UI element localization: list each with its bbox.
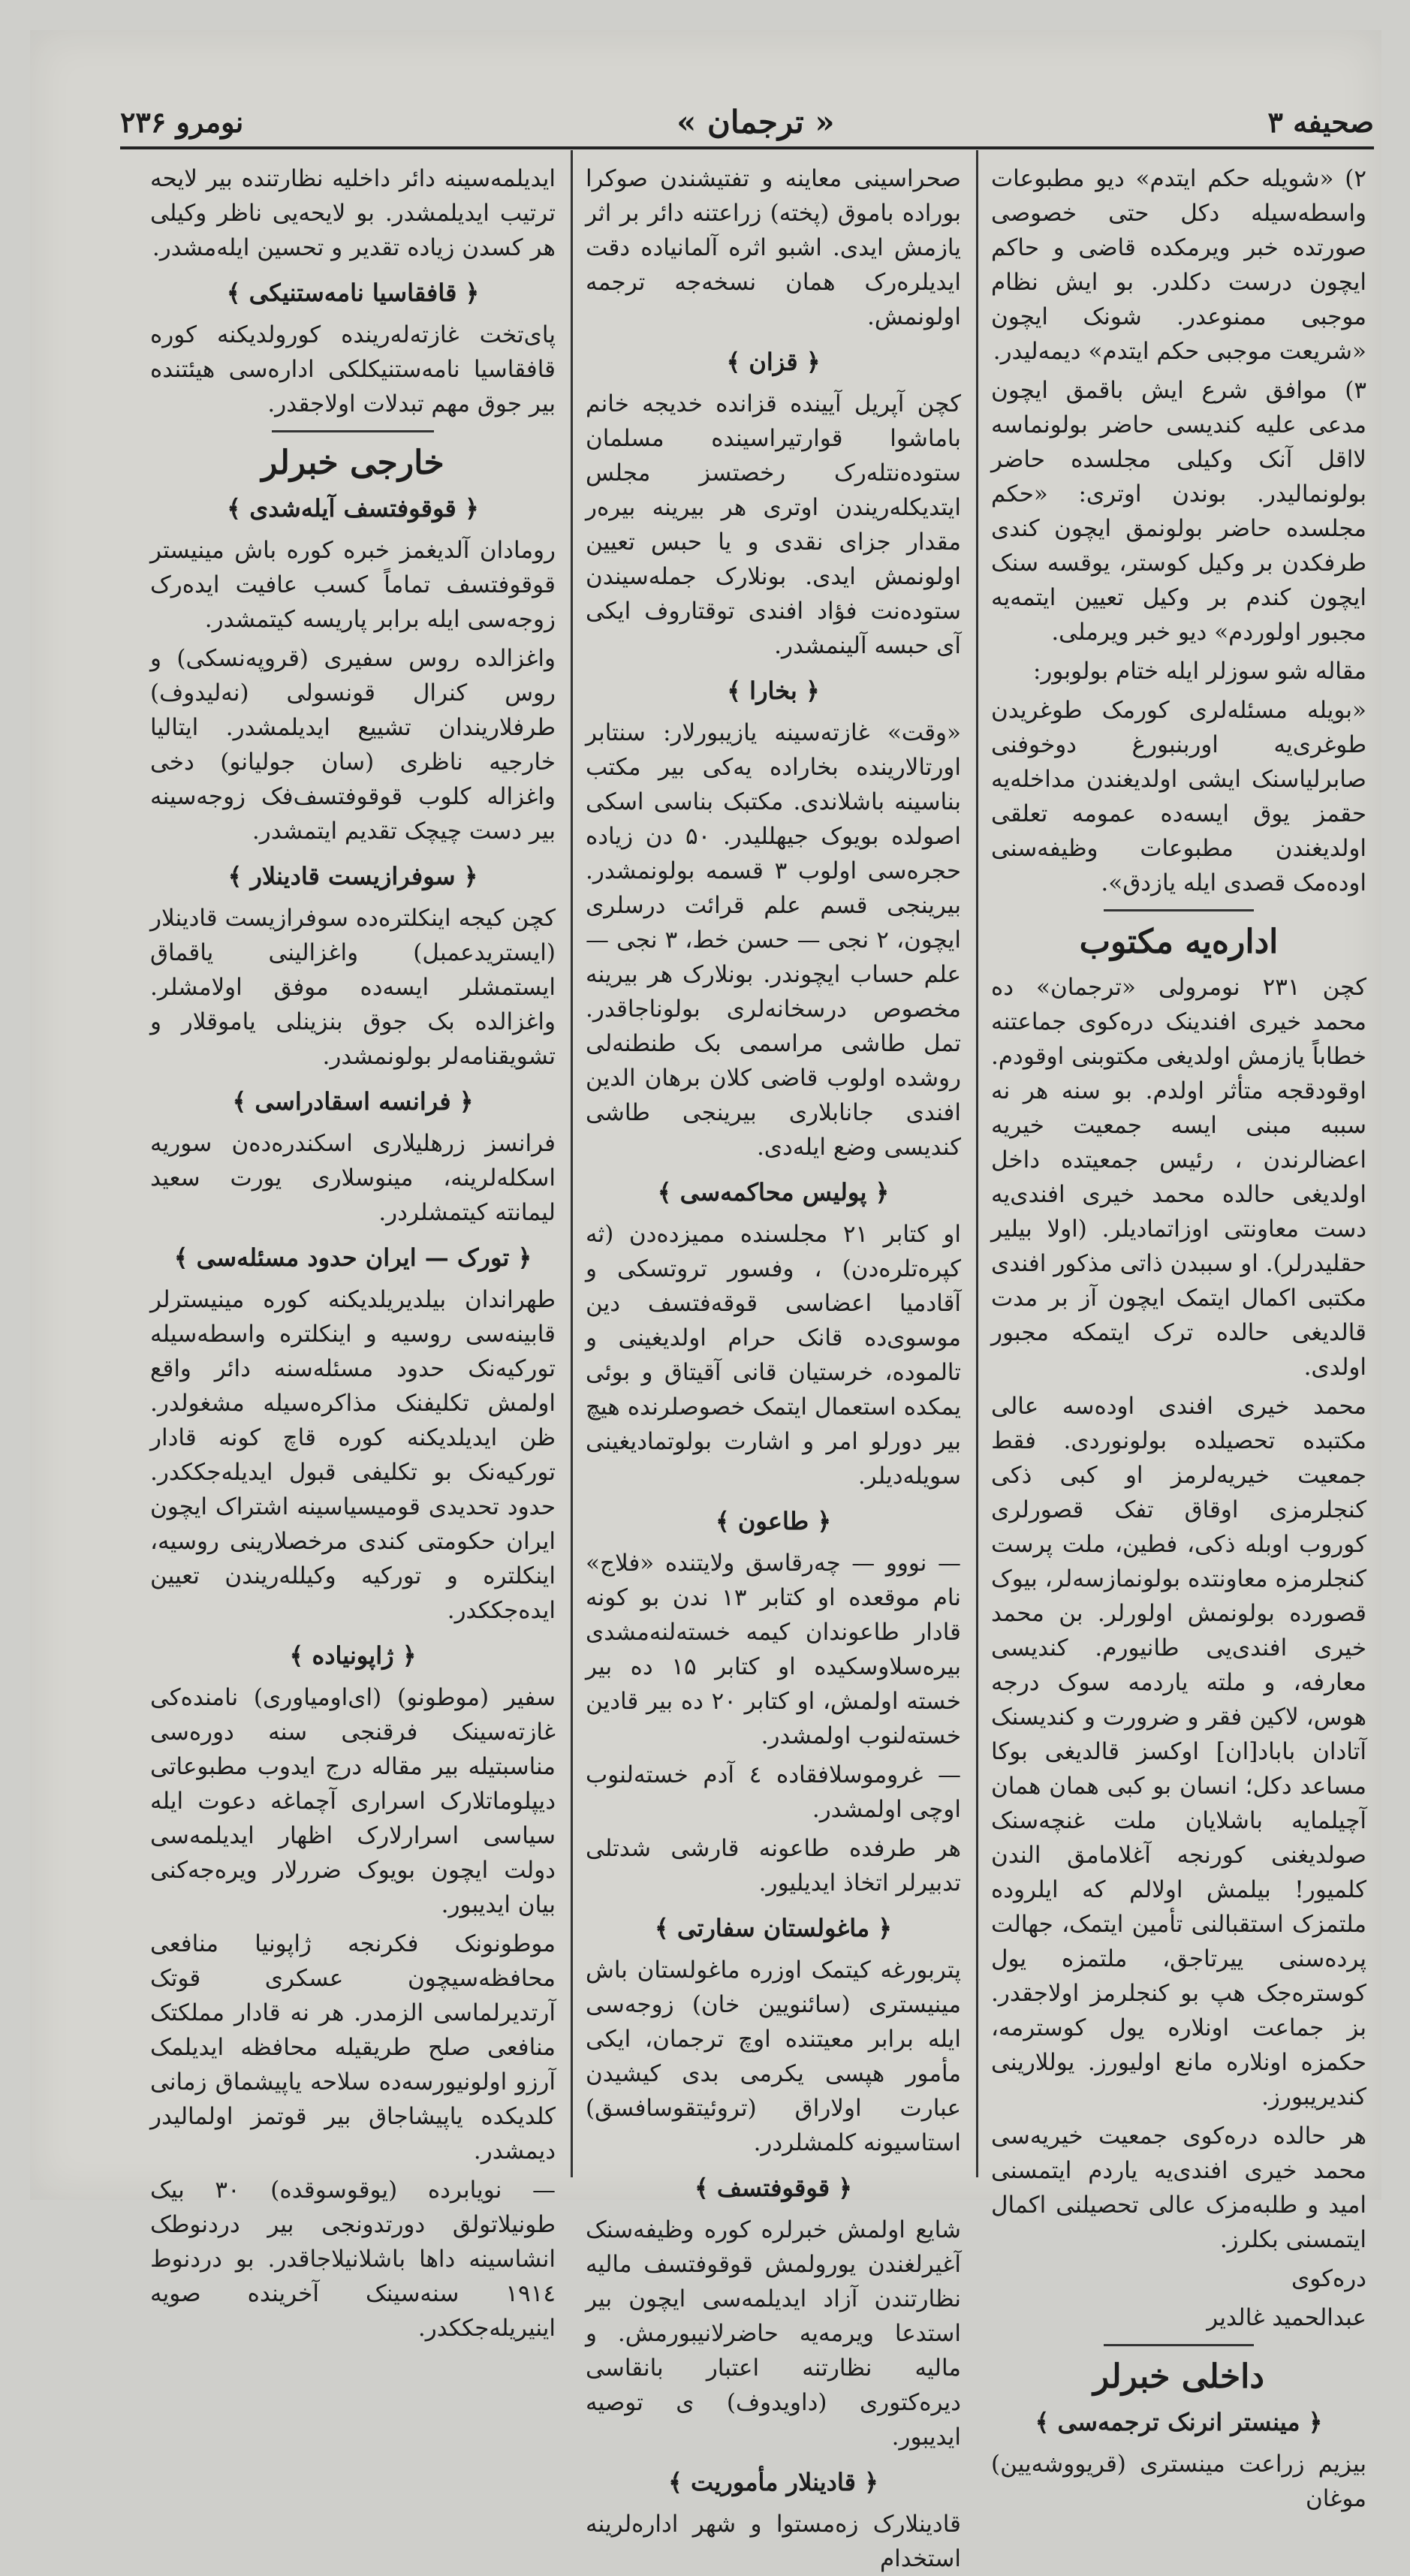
paragraph: شایع اولمش خبرلره کوره وظیفه‌سنک آغیرلغندن یورولمش قوقوفتسف مالیه نظارتندن آزاد ایدیلمه‌سی ایچون بیر استدعا ویرمه‌یه حاضرلانیبورمش. و مالیه نظارتنه اعتبار بانقاسی دیره‌کتوری (داویدوف) ی توصیه ایدیبور. bbox=[586, 2216, 961, 2451]
paragraph: کچن آپریل آیینده قزانده خدیجه خانم باماشوا قوارتیراسینده مسلمان ستوده‌نتله‌رک رخصتسز مجلس ایتدیکله‌ریندن اوتری هر بیرینه بیره‌ر مقدار جزای نقدی و یا حبس تعیین اولونمش ایدی. بونلارک جمله‌سیندن ستوده‌نت فؤاد افندی توقتاروف ایکی آی حبسه آلینمشدر. bbox=[586, 390, 961, 659]
paragraph: — نووو — چه‌رقاسق ولایتنده «فلاج» نام موقعده او کتابر ۱۳ ندن بو کونه قادار طاعوندان کیمه خسته‌لنه‌مشدی بیره‌سلاوسکیده او کتابر ۱۵ ده بیر خسته اولمش، او کتابر ۲۰ ده بیر قادین خسته‌لنوب اولمشدر. bbox=[586, 1550, 961, 1749]
article-heading: ﴿ قزان ﴾ bbox=[726, 348, 821, 376]
paragraph: ۳) موافق شرع ایش باقمق ایچون مدعی علیه کندیسی حاضر بولونماسه لااقل آنک وکیلی مجلسده حاضر بولونمالیدر. بوندن اوتری: «حکم مجلسده حاضر بولونمق ایچون کندی طرفکدن بر وکیل کوستر، یوقسه سنک ایچون کندم بر وکیل تعیین ایتمه‌یه مجبور اولوردم» دیو خبر ویرملی. bbox=[991, 377, 1366, 646]
paragraph: طهراندان بیلدیریلدیکنه کوره مینیسترلر قابینه‌سی روسیه و اینکلتره واسطه‌سیله تورکیه‌نک حدود مسئله‌سنه دائر واقع اولمش تکلیفنک مذاکره‌سیله مشغولدر. ظن ایدیلدیکنه کوره قاچ کونه قادار تورکیه‌نک بو تکلیفی قبول ایدیله‌جککدر. حدود تحدیدی قومیسیاسینه اشتراک ایچون ایران حکومتی کندی مرخصلارینی روسیه، اینکلتره و تورکیه وکیلله‌ریندن تعیین ایده‌جککدر. bbox=[150, 1286, 556, 1624]
article-heading: ﴿ قوقوفتسف آیله‌شدی ﴾ bbox=[227, 494, 479, 523]
article-heading: ﴿ سوفرازیست قادینلار ﴾ bbox=[227, 862, 478, 890]
article-heading: ﴿ مینستر انرنک ترجمه‌سی ﴾ bbox=[1035, 2408, 1323, 2436]
article-heading: ﴿ فرانسه اسقادراسی ﴾ bbox=[232, 1087, 474, 1116]
paragraph: کچن ۲۳۱ نومرولی «ترجمان» ده محمد خیری افندینک دره‌کوی جماعتنه خطاباً یازمش اولدیغی مکتوبنی اوقودم. اوقودقجه متأثر اولدم. بو سنه هر نه سببه مبنی ایسه جمعیت خیریه اعضالرندن ، رئیس جمعیتده داخل اولدیغی حالده محمد خیری افندی‌یه دست معاونتی اوزاتمادیلر. (اولا بیلیر حقلیدرلر). او سببدن ذاتی مذکور افندی مکتبی اکمال ایتمک ایچون آز بر مدت قالدیغی حالده ترک ایتمکه مجبور اولدی. bbox=[991, 974, 1366, 1381]
section-heading: داخلی خبرلر bbox=[1092, 2358, 1264, 2396]
article-heading: ﴿ قافقاسیا نامه‌ستنیکی ﴾ bbox=[226, 279, 480, 307]
page-number: صحیفه ۳ bbox=[1267, 105, 1374, 139]
article-heading: ﴿ قادینلار مأموریت ﴾ bbox=[668, 2468, 878, 2496]
paragraph: محمد خیری افندی اوده‌سه عالی مکتبده تحصیلده بولونوردی. فقط جمعیت خیریه‌لرمز او کبی ذکی کنجلرمزی اوقاق تفک قصورلری کوروب اوبله ذکی، فطین، ملت پرست کنجلرمزه معاونتده بولونمازسه‌لر، بیوک قصورده بولونمش اولورلر. بن محمد خیری افندی‌یی طانیورم. کندیسی معارفه، و ملته یاردمه سوک درجه هوس، لاکین فقر و ضرورت و کندیسنک آتادان باباد[ان] اوکسز قالدیغی بوکا مساعد دکل؛ انسان بو کبی همان همان آچیلمایه باشلایان ملت غنچه‌سنک صولدیغنی کورنجه آغلامامق الندن کلمیور! بیلمش اولالم که ایلروده ملتمزک استقبالنی تأمین ایتمک، جهالت پرده‌سنی ییرتاجق، ملتمزه یول کوستره‌جک هپ بو کنجلرمز اولاجقدر. بز جماعت اونلاره یول کوسترمه، حکمزه اونلاره مانع اولیورز. یوللارینی کندیریبورز. bbox=[991, 1393, 1366, 2111]
article-heading: ﴿ طاعون ﴾ bbox=[715, 1507, 832, 1535]
article-heading: ﴿ ماغولستان سفارتی ﴾ bbox=[654, 1914, 893, 1942]
divider bbox=[1104, 2344, 1254, 2346]
paragraph: ۲) «شویله حکم ایتدم» دیو مطبوعات واسطه‌سیله دکل حتی خصوصی صورتده خبر ویرمکده قاضی و حاکم ایچون درست دکلدر. بو ایش نظام موجبی ممنوعدر. شونک ایچون «شریعت موجبی حکم ایتدم» دیمه‌لیدر. bbox=[991, 165, 1366, 365]
paragraph: هر حالده دره‌کوی جمعیت خیریه‌سی محمد خیری افندی‌یه یاردم ایتمسنی امید و طلبه‌مزک عالی تحصیلنی اکمال ایتمسنی بکلرز. bbox=[991, 2123, 1366, 2253]
paragraph: «وقت» غازته‌سینه یازیبورلار: سنتابر اورتالارینده بخاراده یه‌کی بیر مکتب بناسینه باشلاندی. مکتبک بناسی اسکی اصولده بویوک جیهللیدر. ۵۰ دن زیاده حجره‌سی اولوب ۳ قسمه بولونمشدر. بیرینجی قسم علم قرائت درسلری ایچون، ۲ نجی — حسن خط، ۳ نجی — علم حساب ایچوندر. بونلارک هر بیرینه مخصوص درسخانه‌لری بولوناجاقدر. تمل طاشی مراسمی بک طنطنه‌لی روشده اولوب قاضی کلان برهان الدین افندی جانابلاری بیرینجی طاشی کندیسی وضع ایله‌دی. bbox=[586, 719, 961, 1161]
header-rule bbox=[120, 146, 1374, 149]
paragraph: واغزالده روس سفیری (قروپه‌نسکی) و روس کنرال قونسولی (نه‌لیدوف) طرفلاریندان تشییع ایدیلمشدر. ایتالیا خارجیه ناظری (سان جولیانو) دخی واغزاله کلوب قوقوفتسف‌فک زوجه‌سینه بیر دست چیچک تقدیم ایتمشدر. bbox=[150, 645, 556, 845]
paragraph: پای‌تخت غازته‌له‌رینده کورولدیکنه کوره قافقاسیا نامه‌ستنیکلکی اداره‌سی هیئتنده بیر جوق مهم تبدلات اولاجقدر. bbox=[150, 321, 556, 417]
paragraph: موطونونک فکرنجه ژاپونیا منافعی محافظه‌سیچون عسکری قوتک آرتدیرلماسی الزمدر. هر نه قادار مملکتک منافعی صلح طریقیله محافظه ایدیلمک آرزو اولونیورسه‌ده سلاحه یاپیشماق زمانی کلدیکده یاپیشاجاق بیر قوتمز اولمالیدر دیمشدر. bbox=[150, 1930, 556, 2165]
column-divider bbox=[976, 150, 978, 2177]
paragraph: پتربورغه کیتمک اوزره ماغولستان باش مینیستری (سائنویین خان) زوجه‌سی ایله برابر معیتنده اوچ ترجمان، ایکی مأمور هپسی یکرمی بدی کیشیدن عبارت اولاراق (تروئیتقوسافسق) استاسیونه کلمشلردر. bbox=[586, 1957, 961, 2156]
paragraph: رومادان آلدیغمز خبره کوره باش مینیستر قوقوفتسف تماماً کسب عافیت ایده‌رک زوجه‌سی ایله برابر پاریسه کیتمشدر. bbox=[150, 537, 556, 633]
article-heading: ﴿ پولیس محاکمه‌سی ﴾ bbox=[657, 1178, 890, 1207]
signature-place: دره‌کوی bbox=[1291, 2265, 1366, 2292]
divider bbox=[1104, 909, 1254, 911]
paragraph: قادینلارک زه‌مستوا و شهر اداره‌لرینه استخدام bbox=[586, 2511, 961, 2572]
section-heading: خارجی خبرلر bbox=[261, 444, 444, 482]
column-middle bbox=[586, 161, 961, 2572]
column-divider bbox=[571, 150, 573, 2177]
paragraph: «بویله مسئله‌لری کورمک طوغریدن طوغری‌یه اوربنبورغ دوخوفنی صابرلیاسنک ایشی اولدیغندن مداخله‌یه حقمز یوق ایسه‌ده عمومه تعلقی اولدیغندن مطبوعات وظیفه‌سنی اوده‌مک قصدی ایله یازدق». bbox=[991, 697, 1366, 896]
paragraph: ایدیلمه‌سینه دائر داخلیه نظارتنده بیر لایحه ترتیب ایدیلمشدر. بو لایحه‌یی ناظر وکیلی هر کسدن زیاده تقدیر و تحسین ایله‌مشدر. bbox=[150, 165, 556, 261]
paragraph: هر طرفده طاعونه قارشی شدتلی تدبیرلر اتخاذ ایدیلیور. bbox=[586, 1835, 961, 1897]
newspaper-title: « ترجمان » bbox=[676, 104, 835, 140]
masthead bbox=[120, 94, 1374, 150]
paragraph: فرانسز زرهلیلاری اسکندره‌ده‌ن سوریه اسکله‌لرینه، مینوسلاری یورت سعید لیمانته کیتمشلردر. bbox=[150, 1130, 556, 1226]
column-right bbox=[991, 161, 1366, 2512]
issue-number: نومرو ۲۳۶ bbox=[120, 105, 244, 139]
divider bbox=[272, 430, 434, 432]
column-left bbox=[150, 161, 556, 2342]
paragraph: — نویابرده (یوقوسوقده) ۳۰ بیک طونیلاتولق دورتدونجی بیر دردنوطک انشاسینه داها باشلانیلاجاقدر. بو دردنوط ۱۹۱٤ سنه‌سینک آخرینده صویه اینیریله‌جککدر. bbox=[150, 2177, 556, 2342]
paragraph: او کتابر ۲۱ مجلسنده ممیز‌ده‌دن (ثه کپره‌تلره‌دن) ، وفسور تروتسکی و آقادمیا اعضاسی قوقه‌فتسف دین موسوی‌ده قانک حرام اولدیغینی و تالموده، خرستیان قانی آقیتاق و بوئی یمکده استعمال ایتمک خصوصلرنده هیچ بیر دورلو امر و اشارت بولوتمادیغینی سویله‌دیلر. bbox=[586, 1221, 961, 1490]
paragraph: صحراسینی معاینه و تفتیشندن صوکرا بوراده باموق (پخته) زراعتنه دائر بر اثر یازمش ایدی. اشبو اثره آلمانیاده دقت ایدیلره‌رک همان نسخه‌جه ترجمه اولونمش. bbox=[586, 165, 961, 330]
paragraph: کچن کیجه اینکلتره‌ده سوفرازیست قادینلار (ایستریدعمبل) واغزالینی یاقماق ایستمشلر ایسه‌ده موفق اولامشلر. واغزالده بک جوق بنزینلی یاموقلار و تشویقنامه‌لر بولونمشدر. bbox=[150, 905, 556, 1070]
article-heading: ﴿ تورک — ایران حدود مسئله‌سی ﴾ bbox=[173, 1243, 532, 1272]
section-heading: اداره‌یه مکتوب bbox=[1079, 923, 1279, 961]
article-heading: ﴿ بخارا ﴾ bbox=[727, 676, 820, 705]
signature-name: عبدالحمید غالدیر bbox=[1207, 2304, 1366, 2331]
article-heading: ﴿ قوقوفتسف ﴾ bbox=[694, 2174, 853, 2202]
paragraph: سفیر (موطونو) (ای‌اومیاوری) نامنده‌کی غازته‌سینک فرقنجی سنه دوره‌سی مناسبتیله بیر مقاله درج ایدوب مطبوعاتی دیپلوماتلارک اسراری آچماغه دعوت ایله سیاسی اسرارلارک اظهار ایدیلمه‌سی دولت ایچون بویوک ضررلار ویره‌جه‌کنی بیان ایدیبور. bbox=[150, 1684, 556, 1918]
paragraph: مقاله شو سوزلر ایله ختام بولوبور: bbox=[1032, 658, 1366, 685]
paragraph: — غروموسلافقاده ٤ آدم خسته‌لنوب اوچی اولمشدر. bbox=[586, 1761, 961, 1823]
paragraph: بیزیم زراعت مینستری (قریووشه‌یین) موغان bbox=[991, 2451, 1366, 2512]
article-heading: ﴿ ژاپونیاده ﴾ bbox=[289, 1641, 417, 1670]
